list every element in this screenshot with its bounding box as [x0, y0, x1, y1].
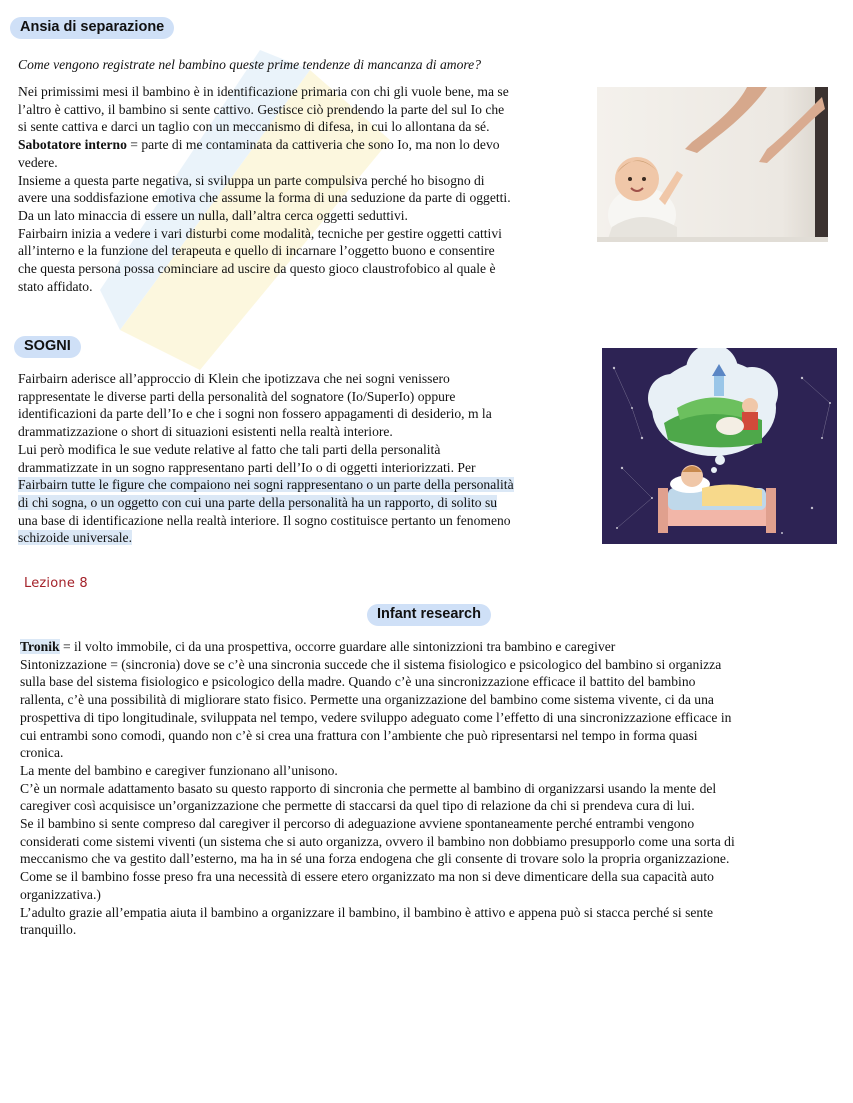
- text-line: Sintonizzazione = (sincronia) dove se c’è una sincronia succede che il sistema fisiologico e psicologico del bambino si organizza: [20, 656, 722, 672]
- text-line: Fairbairn aderisce all’approccio di Klein che ipotizzava che nei sogni venissero: [18, 371, 450, 386]
- bold-term-sabotatore: Sabotatore interno: [18, 137, 127, 153]
- bold-term-tronik: Tronik: [20, 639, 60, 654]
- text-line: Come se il bambino fosse preso fra una necessità di essere etero organizzato ma non si deve dimenticare della sua capacità auto: [20, 869, 714, 885]
- text-line: di chi sogna, o un oggetto con cui una parte della personalità ha un rapporto, di solito su: [18, 494, 498, 510]
- text-line: che questa persona possa cominciare ad uscire da questo gioco claustrofobico al quale è: [18, 261, 496, 277]
- text-line: Fairbairn tutte le figure che compaiono nei sogni rappresentano o un parte della personalità: [18, 477, 514, 493]
- text-line: Insieme a questa parte negativa, si sviluppa un parte compulsiva perché ho bisogno di: [18, 172, 485, 188]
- section1-subtitle: Come vengono registrate nel bambino queste prime tendenze di mancanza di amore?: [18, 57, 481, 72]
- text-line: considerati come sistemi viventi (un sistema che si auto organizza, ovvero il bambino non dobbiamo presupporlo come una sorta di: [20, 833, 735, 849]
- text-line: rallenta, c’è una possibilità di migliorare stato fisico. Permette una organizzazione del bambino come sistema vivente, ci da una: [20, 692, 714, 708]
- text-line: Nei primissimi mesi il bambino è in identificazione primaria con chi gli vuole bene, ma se: [18, 84, 509, 99]
- text-line: Lui però modifica le sue vedute relative al fatto che tali parti della personalità: [18, 441, 441, 457]
- text-line: drammatizzate in un sogno rappresentano parti dell’Io o di oggetti interiorizzati. Per: [18, 459, 476, 475]
- text-line: La mente del bambino e caregiver funzionano all’unisono.: [20, 762, 338, 778]
- baby-hands-photo: [597, 87, 828, 242]
- text-line: avere una soddisfazione emotiva che assume la forma di una seduzione da parte di oggetti.: [18, 190, 511, 206]
- dream-illustration: [602, 348, 837, 544]
- text-line: identificazioni da parte dell’Io e che i sogni non fossero appagamenti di desiderio, m la: [18, 406, 492, 422]
- heading-infant-research: Infant research: [367, 604, 491, 626]
- text-line: cui entrambi sono comodi, quando non c’è si crea una frattura con l’ambiente che può ripresentarsi nel tempo in forma quasi: [20, 727, 698, 743]
- text-line: Tronik = il volto immobile, ci da una prospettiva, occorre guardare alle sintonizzioni tra bambino e caregiver: [20, 639, 616, 654]
- text-line: all’interno e la funzione del terapeuta e quello di incarnare l’oggetto buono e consentire: [18, 243, 495, 259]
- heading-sogni: SOGNI: [14, 336, 81, 358]
- text-line: organizzativa.): [20, 886, 101, 902]
- section1-body: [18, 83, 588, 295]
- text-line: Sabotatore interno = parte di me contaminata da cattiveria che sono Io, ma non lo devo: [18, 137, 500, 153]
- text-line: stato affidato.: [18, 278, 93, 294]
- text-line: vedere.: [18, 154, 58, 170]
- text-line: caregiver così acquisisce un’organizzazione che permette di staccarsi da quel tipo di relazione da chi si prendeva cura di lui.: [20, 798, 695, 814]
- text-line: si sente cattiva e darci un taglio con un meccanismo di difesa, in cui lo allontana da sé.: [18, 119, 490, 135]
- section3-body: [20, 638, 832, 939]
- text-line: C’è un normale adattamento basato su questo rapporto di sincronia che permette al bambino di organizzarsi usando la mente del: [20, 780, 717, 796]
- lesson-label: Lezione 8: [24, 576, 88, 591]
- section2-body: [18, 370, 598, 547]
- text-line: Da un lato minaccia di essere un nulla, dall’altra cerca oggetti seduttivi.: [18, 207, 408, 223]
- text-line: schizoide universale.: [18, 530, 132, 546]
- text-line: l’altro è cattivo, il bambino si sente cattivo. Gestisce ciò prendendo la parte del sul Io che: [18, 101, 505, 117]
- text-line: L’adulto grazie all’empatia aiuta il bambino a organizzare il bambino, il bambino è attivo e appena può si stacca perché si sente: [20, 904, 714, 920]
- text-line: drammatizzazione o short di situazioni esistenti nella realtà interiore.: [18, 424, 393, 440]
- text-line: Se il bambino si sente compreso dal caregiver il percorso di adeguazione avviene spontaneamente perché entrambi vengono: [20, 816, 695, 832]
- text-line: rappresentate le diverse parti della personalità del sognatore (Io/SuperIo) oppure: [18, 388, 456, 404]
- text-line: cronica.: [20, 745, 64, 761]
- text-line: Fairbairn inizia a vedere i vari disturbi come modalità, tecniche per gestire oggetti cattivi: [18, 225, 502, 241]
- heading-ansia: Ansia di separazione: [10, 17, 174, 39]
- text-line: prospettiva di tipo longitudinale, sviluppata nel tempo, vedere sviluppo adeguato come l’effetto di una sincronizzazione efficace in: [20, 709, 732, 725]
- text-line: una base di identificazione nella realtà interiore. Il sogno costituisce pertanto un fenomeno: [18, 512, 511, 528]
- text-line: tranquillo.: [20, 922, 77, 938]
- text-line: meccanismo che va gestito dall’esterno, ma ha in sé una forza endogena che gli consente di trovare solo la propria organizzazione.: [20, 851, 730, 867]
- text-line: sulla base del sistema fisiologico e psicologico della madre. Quando c’è una sincronizzazione efficace il battito del bambino: [20, 674, 696, 690]
